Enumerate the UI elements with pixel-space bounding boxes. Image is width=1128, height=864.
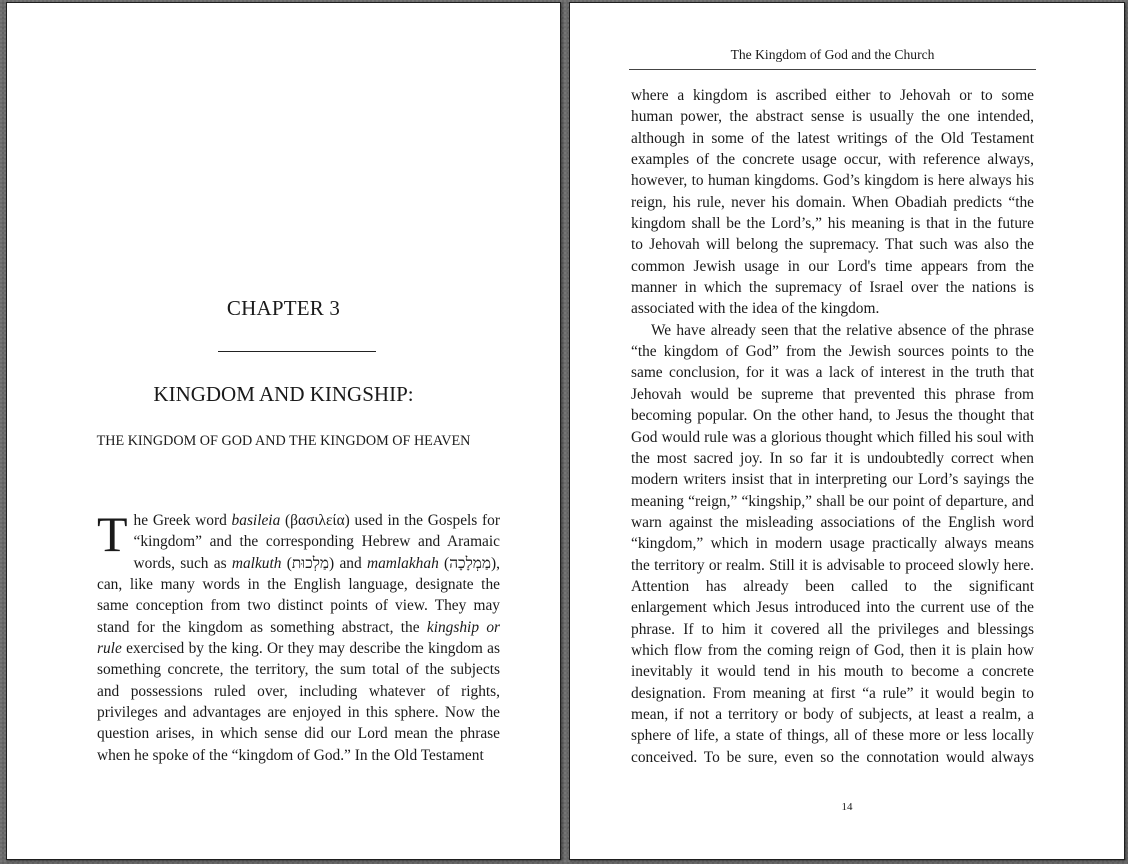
drop-cap: T (97, 506, 128, 562)
text-line: conceived. To be sure, even so the connotation would always (631, 748, 1034, 766)
text-segment: exercised by the king. Or they may describe the kingdom as (121, 640, 500, 658)
text-segment: something concrete, the territory, the sum total of the subjects (97, 661, 500, 679)
text-line: becoming popular. On the other hand, to Jesus the thought that (631, 407, 1034, 425)
chapter-divider (218, 351, 376, 352)
text-segment: can, like many words in the English language, designate the (97, 576, 500, 594)
text-segment: (βασιλεία) used in the Gospels for (280, 512, 500, 529)
italic-term: mamlakhah (366, 554, 439, 572)
text-segment: and possessions ruled over, including whatever of rights, (97, 682, 500, 700)
left-page (6, 2, 561, 860)
text-line (97, 638, 500, 659)
text-line: designation. From meaning at first “a rule” it would begin to (631, 684, 1034, 702)
page-body-text (631, 85, 1034, 768)
italic-term: malkuth (231, 554, 282, 572)
italic-term: kingship or (426, 618, 501, 636)
left-body-lines (97, 506, 501, 766)
text-line (97, 595, 500, 616)
text-line: kingdom shall be the Lord’s,” his meaning is that in the future (631, 215, 1034, 233)
text-line: examples of the concrete usage occur, with reference always, (631, 151, 1034, 169)
paragraph (631, 85, 1034, 320)
text-line: We have already seen that the relative absence of the phrase (651, 321, 1034, 339)
text-line: “the kingdom of God” from the Jewish sources points to the (631, 343, 1034, 361)
text-line: phrase. If to him it covered all the privileges and blessings (631, 620, 1034, 638)
text-line (97, 617, 500, 638)
chapter-subtitle: THE KINGDOM OF GOD AND THE KINGDOM OF HEAVEN (96, 433, 471, 449)
text-line: same conclusion, for it was a lack of interest in the truth that (631, 364, 1034, 382)
text-line: however, to human kingdoms. God’s kingdom is here always his (631, 172, 1034, 190)
text-line: which flow from the coming reign of God, then it is plain how (631, 641, 1034, 659)
text-line (97, 745, 500, 766)
chapter-title: KINGDOM AND KINGSHIP: (153, 382, 414, 406)
running-head: The Kingdom of God and the Church (730, 47, 935, 62)
italic-term: basileia (231, 512, 281, 529)
text-line (97, 681, 500, 702)
text-line: inevitably it would tend in his mouth to become a concrete (631, 663, 1034, 681)
text-line (97, 553, 500, 574)
text-line: common Jewish usage in our Lord's time appears from the (631, 257, 1034, 275)
running-head-rule (629, 69, 1036, 70)
text-segment: stand for the kingdom as something abstract, the (97, 618, 427, 636)
text-segment: he Greek word (133, 512, 232, 529)
text-line: warn against the misleading associations of the English word (631, 513, 1034, 531)
text-line: the most sacred joy. In so far it is undoubtedly correct when (631, 449, 1034, 467)
chapter-body-text (97, 506, 501, 766)
page-number: 14 (841, 801, 853, 813)
text-line: modern writers insist that in interpreting our Lord’s sayings the (631, 471, 1034, 489)
text-line: meaning “reign,” “kingship,” shall be our point of departure, and (631, 492, 1034, 510)
text-line: manner in which the supremacy of Israel over the nations is (631, 279, 1034, 297)
italic-term: rule (97, 640, 122, 658)
text-line: Attention has already been called to the significant (631, 577, 1034, 595)
text-segment: (מַמְלָכָה), (438, 554, 500, 572)
text-segment: privileges and advantages are enjoyed in this sphere. Now the (97, 704, 500, 722)
text-line: the territory or realm. Still it is advisable to proceed slowly here. (631, 556, 1034, 574)
text-line: “kingdom,” which in modern usage practically always means (631, 535, 1034, 553)
text-line: although in some of the latest writings of the Old Testament (631, 129, 1034, 147)
text-line (97, 702, 500, 723)
text-segment: (מַלְכוּת) and (281, 554, 367, 572)
chapter-number: CHAPTER 3 (226, 296, 341, 320)
text-segment: words, such as (133, 554, 232, 572)
text-line: to Jehovah will belong the supremacy. That such was also the (631, 236, 1034, 254)
text-line: where a kingdom is ascribed either to Jehovah or to some (631, 87, 1034, 104)
text-segment: question arises, in which sense did our Lord mean the phrase (97, 725, 500, 743)
text-line: enlargement which Jesus introduced into the current use of the (631, 599, 1034, 617)
text-segment: “kingdom” and the corresponding Hebrew and Aramaic (133, 533, 500, 551)
text-line: human power, the abstract sense is usually the one intended, (631, 108, 1034, 126)
text-segment: same conception from two distinct points of view. They may (97, 597, 500, 615)
text-line: God would rule was a glorious thought which filled his soul with (631, 428, 1034, 446)
text-line (97, 574, 500, 595)
text-line (97, 510, 500, 531)
text-line: mean, if not a territory or body of subjects, at least a realm, a (631, 705, 1034, 723)
paragraph (631, 320, 1034, 768)
text-line (97, 659, 500, 680)
text-line: associated with the idea of the kingdom. (631, 300, 880, 318)
text-segment: when he spoke of the “kingdom of God.” In the Old Testament (97, 746, 484, 764)
text-line (97, 723, 500, 744)
text-line (97, 531, 500, 552)
text-line: sphere of life, a state of things, all of these more or less locally (631, 727, 1034, 745)
text-line: Jehovah would be supreme that prevented this phrase from (631, 385, 1034, 403)
text-line: reign, his rule, never his domain. When Obadiah predicts “the (631, 193, 1034, 211)
right-page (569, 2, 1125, 860)
